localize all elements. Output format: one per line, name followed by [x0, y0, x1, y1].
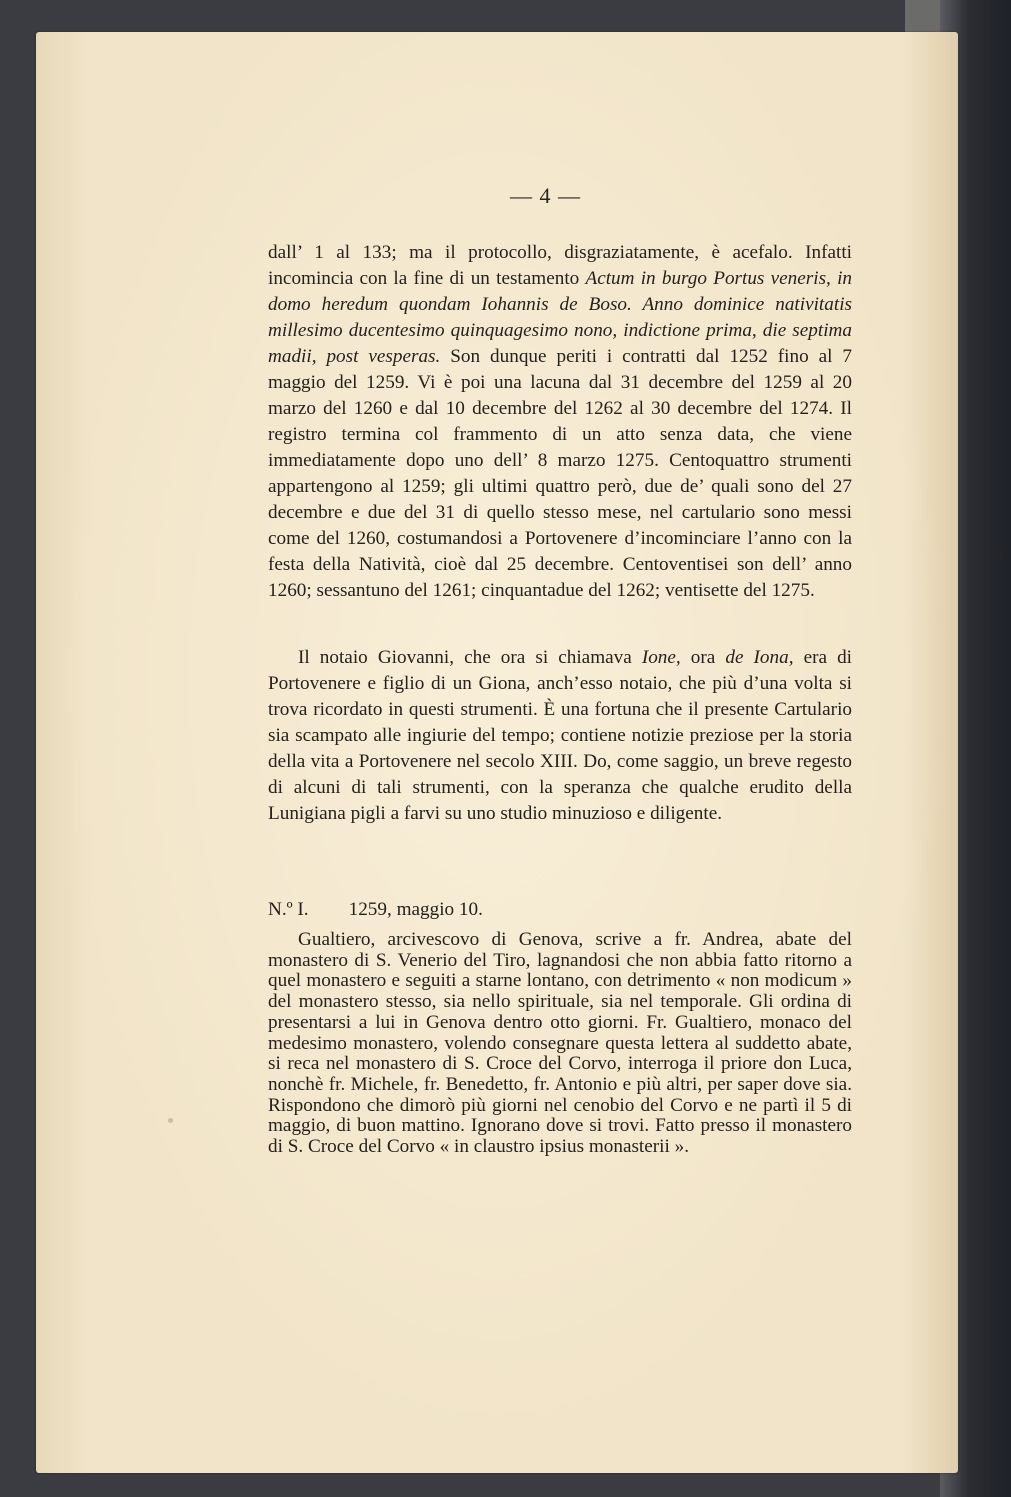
margin-dot	[168, 1118, 173, 1123]
paragraph-2	[268, 645, 852, 827]
p2-run-4: era di Portovenere e figlio di un Giona, anch’esso notaio, che più d’una volta si trova ricordato in questi strumenti. È una fortuna che il presente Cartulario sia scampato alle ingiurie del tempo; contiene notizie preziose per la storia della vita a Portovenere nel secolo XIII. Do, come saggio, un breve regesto di alcuni di tali strumenti, con la speranza che qualche erudito della Lunigiana pigli a farvi su uno studio minuzioso e diligente.	[268, 647, 852, 824]
p2-run-2: ora	[680, 647, 726, 668]
p1-run-1: Actum in burgo Portus veneris, in domo heredum quondam Iohannis de Boso. Anno dominice nativitatis millesimo ducentesimo quinquagesimo nono, indictione prima, die septima madii, post vesperas.	[268, 268, 852, 367]
p1-run-2: Son dunque periti i contratti dal 1252 fino al 7 maggio del 1259. Vi è poi una lacuna dal 31 decembre del 1259 al 20 marzo del 1260 e dal 10 decembre del 1262 al 30 decembre del 1274. Il registro termina col frammento di un atto senza data, che viene immediatamente dopo uno dell’ 8 marzo 1275. Centoquattro strumenti appartengono al 1259; gli ultimi quattro però, due de’ quali sono del 27 decembre e due del 31 di quello stesso mese, nel cartulario sono messi come del 1260, costumandosi a Portovenere d’incominciare l’anno con la festa della Natività, cioè dal 25 decembre. Centoventisei son dell’ anno 1260; sessantuno del 1261; cinquantadue del 1262; ventisette del 1275.	[268, 346, 852, 601]
p2-run-0: Il notaio Giovanni, che ora si chiamava	[298, 647, 642, 668]
paragraph-3	[268, 930, 852, 1158]
p2-run-3: de Iona,	[725, 647, 794, 668]
entry-heading	[268, 899, 483, 921]
page-number: — 4 —	[510, 183, 581, 208]
paragraph-1-text	[268, 240, 852, 604]
entry-date: 1259, maggio 10.	[348, 899, 483, 920]
p2-run-1: Ione,	[641, 647, 681, 668]
paragraph-2-text	[268, 645, 852, 827]
paragraph-1	[268, 240, 852, 604]
p3-run-0: Gualtiero, arcivescovo di Genova, scrive a fr. Andrea, abate del monastero di S. Venerio del Tiro, lagnandosi che non abbia fatto ritorno a quel monastero e seguiti a starne lontano, con detrimento « non modicum » del monastero stesso, sia nello spirituale, sia nel temporale. Gli ordina di presentarsi a lui in Genova dentro otto giorni. Fr. Gualtiero, monaco del medesimo monastero, volendo consegnare questa lettera al suddetto abate, si reca nel monastero di S. Croce del Corvo, interroga il priore don Luca, nonchè fr. Michele, fr. Benedetto, fr. Antonio e più altri, per saper dove sia. Rispondono che dimorò più giorni nel cenobio del Corvo e ne partì il 5 di maggio, di buon mattino. Ignorano dove si trovi. Fatto presso il monastero di S. Croce del Corvo « in claustro ipsius monasterii ».	[268, 929, 852, 1158]
p1-run-0: dall’ 1 al 133; ma il protocollo, disgraziatamente, è acefalo. Infatti incomincia con la fine di un testamento	[268, 242, 852, 289]
entry-number: N.º I.	[268, 899, 309, 920]
paragraph-3-text	[268, 930, 852, 1158]
